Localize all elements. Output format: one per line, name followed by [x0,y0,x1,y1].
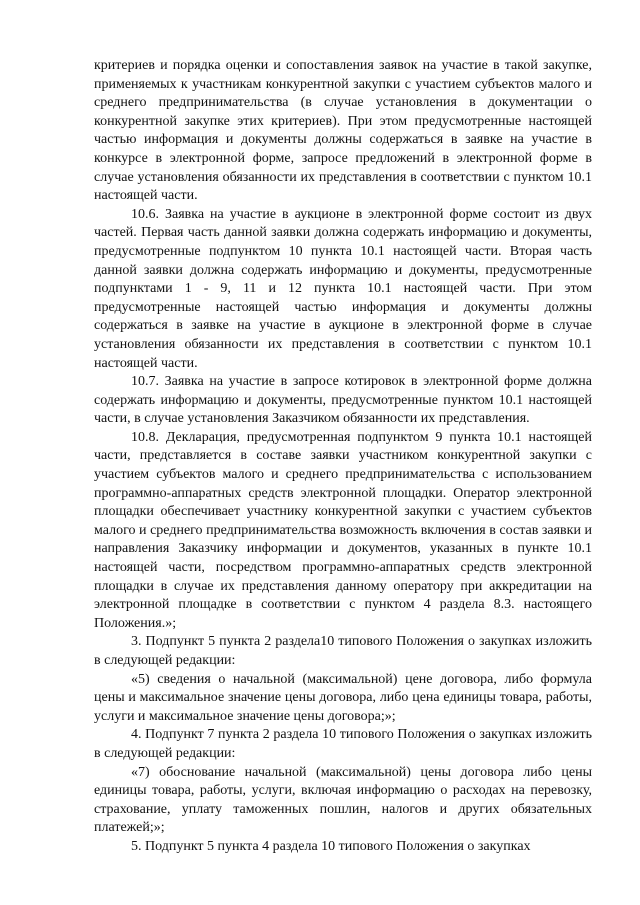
document-page [94,57,592,857]
paragraph-criteria-continuation: критериев и порядка оценки и сопоставления заявок на участие в такой закупке, применяемых к участникам конкурентной закупки с участием субъектов малого и среднего предпринимательства (в случае установления в документации о конкурентной закупке этих критериев). При этом предусмотренные настоящей частью информация и документы должны содержаться в заявке на участие в конкурсе в электронной форме, запросе предложений в электронной форме в случае установления обязанности их представления в соответствии с пунктом 10.1 настоящей части. [94,58,592,204]
paragraph-10-8: 10.8. Декларация, предусмотренная подпунктом 9 пункта 10.1 настоящей части, представляется в составе заявки участником конкурентной закупки с участием субъектов малого и среднего предпринимательства с использованием программно-аппаратных средств электронной площадки. Оператор электронной площадки обеспечивает участнику конкурентной закупки с участием субъектов малого и среднего предпринимательства возможность включения в состав заявки и направления Заказчику информации и документов, указанных в пункте 10.1 настоящей части, посредством программно-аппаратных средств электронной площадки в случае их представления данному оператору при аккредитации на электронной площадке в соответствии с пунктом 4 раздела 8.3. настоящего Положения.»; [94,429,592,631]
paragraph-item-3: 3. Подпункт 5 пункта 2 раздела10 типового Положения о закупках изложить в следующей редакции: [94,634,592,668]
paragraph-10-7: 10.7. Заявка на участие в запросе котировок в электронной форме должна содержать информацию и документы, предусмотренные пунктом 10.1 настоящей части, в случае установления Заказчиком обязанности их представления. [94,374,592,427]
paragraph-quote-5: «5) сведения о начальной (максимальной) цене договора, либо формула цены и максимальное значение цены договора, либо цена единицы товара, работы, услуги и максимальное значение цены договора;»; [94,671,592,724]
paragraph-item-4: 4. Подпункт 7 пункта 2 раздела 10 типового Положения о закупках изложить в следующей редакции: [94,727,592,761]
paragraph-quote-7: «7) обоснование начальной (максимальной) цены договора либо цены единицы товара, работы, услуги, включая информацию о расходах на перевозку, страхование, уплату таможенных пошлин, налогов и других обязательных платежей;»; [94,764,592,836]
paragraph-item-5: 5. Подпункт 5 пункта 4 раздела 10 типового Положения о закупках [131,838,531,854]
paragraph-10-6: 10.6. Заявка на участие в аукционе в электронной форме состоит из двух частей. Первая часть данной заявки должна содержать информацию и документы, предусмотренные подпунктом 10 пункта 10.1 настоящей части. Вторая часть данной заявки должна содержать информацию и документы, предусмотренные подпунктами 1 - 9, 11 и 12 пункта 10.1 настоящей части. При этом предусмотренные настоящей частью информация и документы должны содержаться в заявке на участие в аукционе в электронной форме в случае установления обязанности их представления в соответствии с пунктом 10.1 настоящей части. [94,206,592,371]
